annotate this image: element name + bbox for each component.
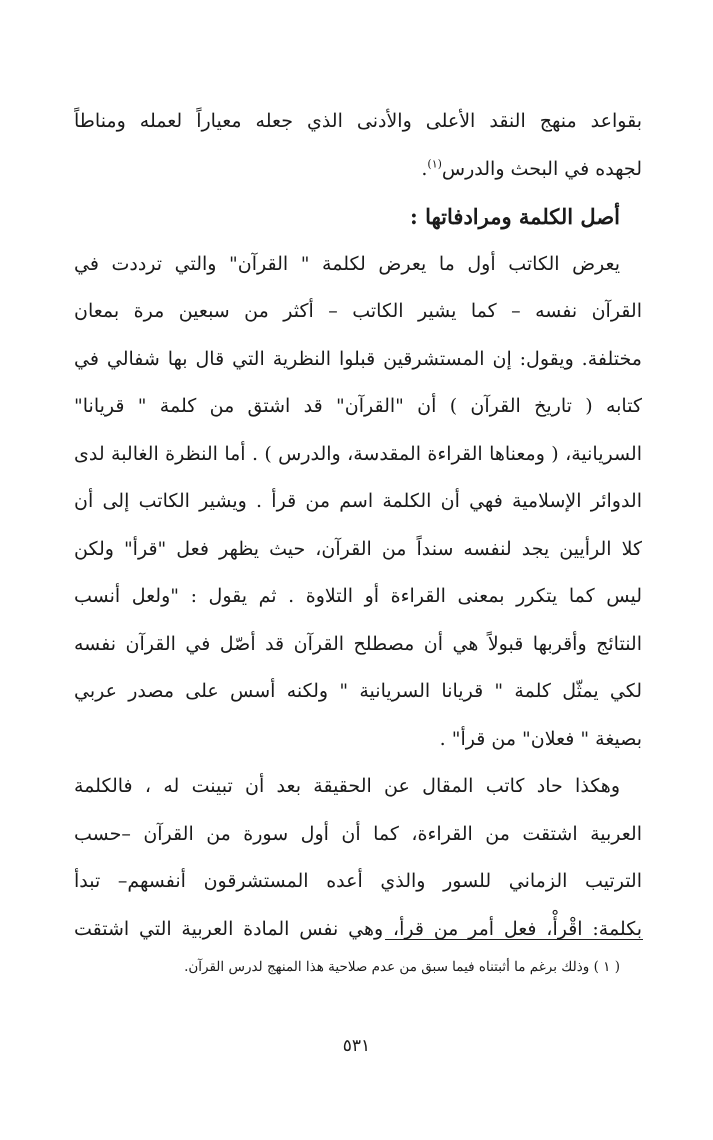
text-line: السريانية، ( ومعناها القراءة المقدسة، والدرس ) . أما النظرة الغالبة لدى (74, 442, 642, 465)
text-line: العربية اشتقت من القراءة، كما أن أول سورة من القرآن –حسب (74, 822, 642, 845)
text-line: وهكذا حاد كاتب المقال عن الحقيقة بعد أن تبينت له ، فالكلمة (74, 775, 620, 797)
text-line: النتائج وأقربها قبولاً هي أن مصطلح القرآن قد أصّل في القرآن نفسه (74, 632, 642, 655)
text-segment: لجهده في البحث والدرس (441, 157, 642, 180)
text-line: كتابه ( تاريخ القرآن ) أن "القرآن" قد اشتق من كلمة " قريانا" (74, 395, 642, 417)
page-number: ٥٣١ (342, 1036, 371, 1056)
text-line: ليس كما يتكرر بمعنى القراءة أو التلاوة . ثم يقول : "ولعل أنسب (74, 585, 642, 607)
text-line: الدوائر الإسلامية فهي أن الكلمة اسم من قرأ . ويشير الكاتب إلى أن (74, 490, 642, 512)
footnote: ( ١ ) وذلك برغم ما أثبتناه فيما سبق من عدم صلاحية هذا المنهج لدرس القرآن. (184, 959, 620, 975)
text-line: القرآن نفسه – كما يشير الكاتب – أكثر من سبعين مرة بمعان (74, 300, 642, 322)
main-text (74, 98, 642, 953)
text-line: بقواعد منهج النقد الأعلى والأدنى الذي جعله معياراً لعمله ومناطاً (74, 110, 642, 132)
text-line: لكي يمثّل كلمة " قريانا السريانية " ولكنه أسس على مصدر عربي (74, 680, 642, 702)
text-line: يعرض الكاتب أول ما يعرض لكلمة " القرآن" والتي ترددت في (74, 252, 620, 275)
section-heading: أصل الكلمة ومرادفاتها : (410, 204, 620, 229)
footnote-reference: (١) (427, 157, 442, 171)
text-line: بكلمة: اقْرأْ، فعل أمر من قرأ، وهي نفس المادة العربية التي اشتقت (74, 917, 642, 940)
text-segment: . (421, 157, 428, 180)
footnote-separator (385, 939, 643, 940)
text-line: الترتيب الزماني للسور والذي أعده المستشرقون أنفسهم– تبدأ (74, 870, 642, 892)
text-line: بصيغة " فعلان" من قرأ" . (439, 727, 642, 750)
text-line (74, 146, 642, 194)
text-line: مختلفة. ويقول: إن المستشرقين قبلوا النظرية التي قال بها شفالي في (74, 347, 642, 370)
text-line: كلا الرأيين يجد لنفسه سنداً من القرآن، حيث يظهر فعل "قرأ" ولكن (74, 537, 642, 560)
